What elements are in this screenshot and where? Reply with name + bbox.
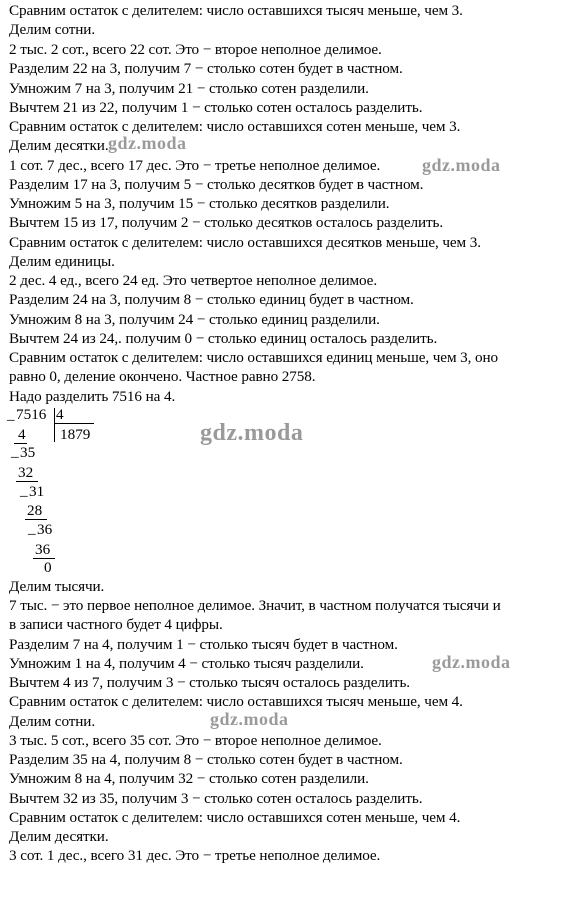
minus-sign: _ <box>7 406 15 423</box>
watermark-logo: gdz.moda <box>200 420 304 446</box>
text-line: Разделим 7 на 4, получим 1 − столько тысяч будет в частном. <box>9 636 398 653</box>
text-line: Сравним остаток с делителем: число оставшихся тысяч меньше, чем 3. <box>9 2 463 19</box>
minus-sign: _ <box>20 482 28 499</box>
text-line: Сравним остаток с делителем: число оставшихся единиц меньше, чем 3, оно <box>9 349 499 366</box>
step-remainder: 31 <box>29 483 45 500</box>
step-remainder: 0 <box>44 559 52 576</box>
text-line: Умножим 5 на 3, получим 15 − столько десятков разделили. <box>9 195 390 212</box>
text-line: Делим единицы. <box>9 253 115 270</box>
text-line: Делим сотни. <box>9 713 96 730</box>
quotient: 1879 <box>60 426 91 443</box>
text-line: Разделим 17 на 3, получим 5 − столько десятков будет в частном. <box>9 176 424 193</box>
text-line: Делим десятки. <box>9 828 109 845</box>
step-product: 28 <box>27 502 43 519</box>
text-line: Надо разделить 7516 на 4. <box>9 388 176 405</box>
text-line: Сравним остаток с делителем: число оставшихся тысяч меньше, чем 4. <box>9 693 463 710</box>
text-line: 3 тыс. 5 сот., всего 35 сот. Это − второе неполное делимое. <box>9 732 382 749</box>
step-product: 4 <box>18 426 26 443</box>
step-product: 32 <box>18 464 34 481</box>
watermark-logo: gdz.moda <box>432 652 511 672</box>
text-line: Разделим 22 на 3, получим 7 − столько сотен будет в частном. <box>9 60 403 77</box>
text-line: Сравним остаток с делителем: число оставшихся сотен меньше, чем 4. <box>9 809 461 826</box>
text-line: в записи частного будет 4 цифры. <box>9 616 223 633</box>
text-line: Вычтем 24 из 24,. получим 0 − столько единиц осталось разделить. <box>9 330 438 347</box>
divisor: 4 <box>56 406 64 423</box>
text-line: Разделим 24 на 3, получим 8 − столько единиц будет в частном. <box>9 291 414 308</box>
step-remainder: 36 <box>37 521 53 538</box>
text-line: Умножим 7 на 3, получим 21 − столько сотен разделили. <box>9 80 369 97</box>
text-line: Вычтем 4 из 7, получим 3 − столько тысяч осталось разделить. <box>9 674 410 691</box>
step-remainder: 35 <box>20 444 36 461</box>
text-line: Умножим 1 на 4, получим 4 − столько тысяч разделили. <box>9 655 364 672</box>
text-line: равно 0, деление окончено. Частное равно 2758. <box>9 368 316 385</box>
division-bracket-horizontal <box>54 423 94 424</box>
text-line: Вычтем 15 из 17, получим 2 − столько десятков осталось разделить. <box>9 214 444 231</box>
text-line: Делим сотни. <box>9 21 96 38</box>
dividend: 7516 <box>16 406 47 423</box>
text-line: 2 дес. 4 ед., всего 24 ед. Это четвертое неполное делимое. <box>9 272 378 289</box>
text-line: Вычтем 32 из 35, получим 3 − столько сотен осталось разделить. <box>9 790 423 807</box>
text-line: Делим тысячи. <box>9 578 105 595</box>
text-line: Делим десятки. <box>9 137 109 154</box>
text-line: Умножим 8 на 3, получим 24 − столько единиц разделили. <box>9 311 380 328</box>
text-line: 3 сот. 1 дес., всего 31 дес. Это − третье неполное делимое. <box>9 847 381 864</box>
text-line: Сравним остаток с делителем: число оставшихся десятков меньше, чем 3. <box>9 234 481 251</box>
text-line: Умножим 8 на 4, получим 32 − столько сотен разделили. <box>9 770 369 787</box>
watermark-logo: gdz.moda <box>210 709 289 729</box>
minus-sign: _ <box>11 443 19 460</box>
text-line: Сравним остаток с делителем: число оставшихся сотен меньше, чем 3. <box>9 118 461 135</box>
text-line: Разделим 35 на 4, получим 8 − столько сотен будет в частном. <box>9 751 403 768</box>
division-bracket-vertical <box>54 408 55 442</box>
text-line: 2 тыс. 2 сот., всего 22 сот. Это − второе неполное делимое. <box>9 41 382 58</box>
minus-sign: _ <box>28 520 36 537</box>
watermark-logo: gdz.moda <box>422 155 501 175</box>
text-line: 7 тыс. − это первое неполное делимое. Значит, в частном получатся тысячи и <box>9 597 501 614</box>
text-line: Вычтем 21 из 22, получим 1 − столько сотен осталось разделить. <box>9 99 423 116</box>
text-line: 1 сот. 7 дес., всего 17 дес. Это − третье неполное делимое. <box>9 157 381 174</box>
step-product: 36 <box>35 541 51 558</box>
watermark-logo: gdz.moda <box>108 133 187 153</box>
